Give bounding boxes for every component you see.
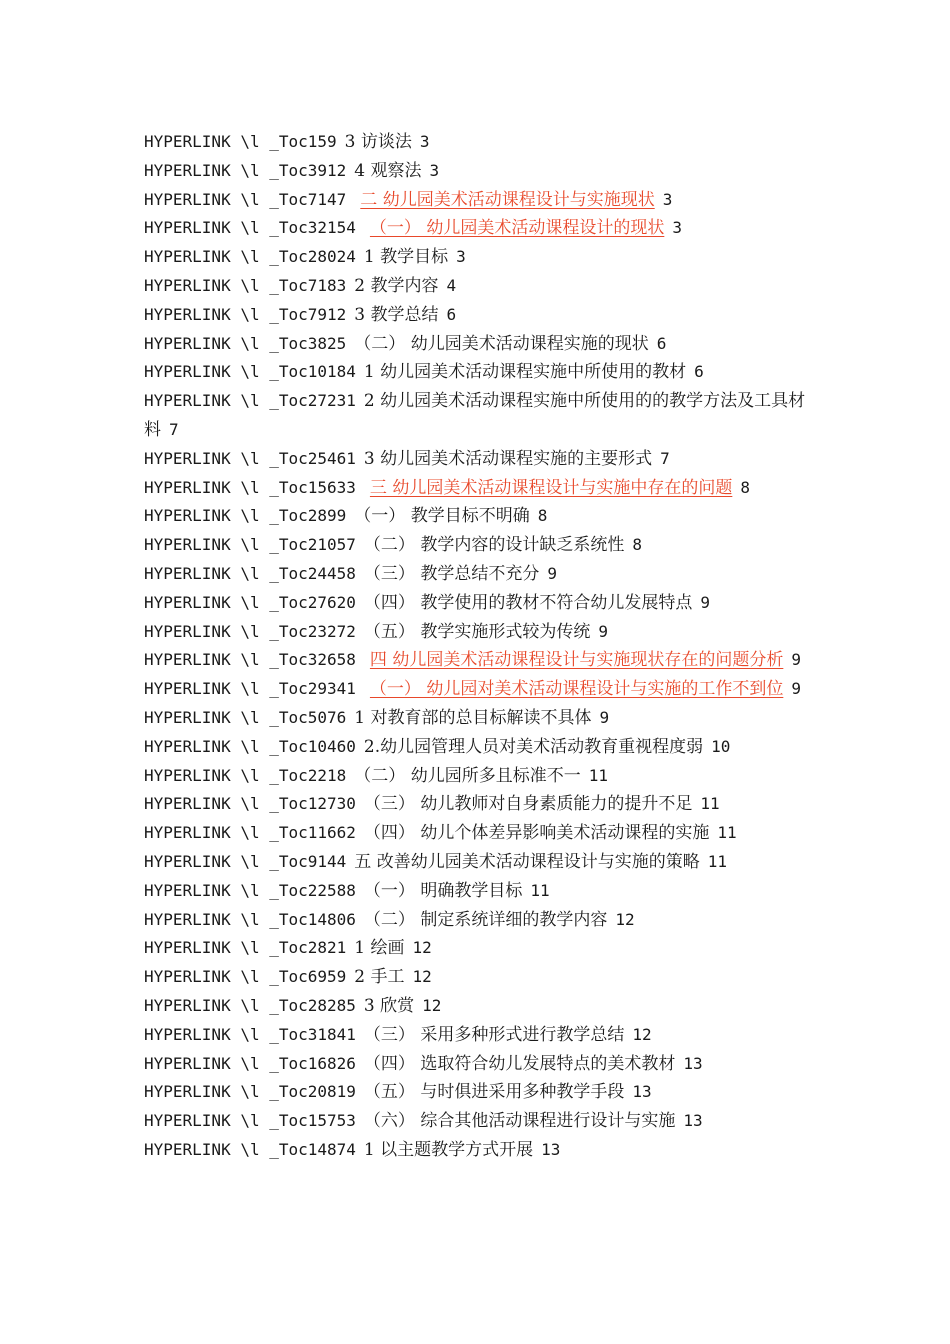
- toc-page-number: 6: [694, 362, 704, 382]
- toc-entry: [144, 560, 810, 589]
- toc-page-number: 4: [446, 275, 457, 295]
- toc-field-code: HYPERLINK \l _Toc6959: [144, 967, 347, 987]
- toc-field-code: HYPERLINK \l _Toc15753: [144, 1111, 356, 1131]
- toc-field-code: HYPERLINK \l _Toc23272: [144, 621, 356, 641]
- toc-page-number: 13: [683, 1111, 703, 1131]
- toc-entry: [144, 906, 810, 935]
- toc-entry: [144, 934, 810, 963]
- toc-field-code: HYPERLINK \l _Toc32154: [144, 218, 356, 238]
- toc-entry: [144, 1078, 810, 1107]
- toc-entry-title: 3 访谈法: [344, 132, 412, 152]
- toc-entry-title: 1 对教育部的总目标解读不具体: [354, 707, 592, 728]
- toc-field-code: HYPERLINK \l _Toc11662: [144, 823, 356, 843]
- toc-page-number: 11: [717, 823, 737, 843]
- toc-entry-title: （二） 幼儿园美术活动课程实施的现状: [354, 333, 649, 354]
- toc-entry-title: （五） 教学实施形式较为传统: [363, 621, 591, 642]
- toc-entry: [144, 243, 810, 272]
- toc-entry-title: （三） 采用多种形式进行教学总结: [363, 1024, 625, 1045]
- toc-page-number: 7: [169, 419, 179, 439]
- toc-page-number: 9: [547, 563, 557, 583]
- toc-entry: [144, 1021, 810, 1050]
- toc-page-number: 10: [711, 736, 731, 756]
- toc-entry: [144, 790, 810, 819]
- toc-entry-title: （一） 明确教学目标: [363, 880, 523, 901]
- toc-field-code: HYPERLINK \l _Toc29341: [144, 679, 356, 699]
- toc-field-code: HYPERLINK \l _Toc28285: [144, 995, 356, 1015]
- toc-entry: [144, 301, 810, 330]
- toc-entry-title: 2 幼儿园美术活动课程实施中所使用的的教学方法及工具材料: [144, 391, 806, 440]
- toc-entry-title: （三） 教学总结不充分: [363, 563, 540, 584]
- toc-entry: [144, 848, 810, 877]
- toc-entry: [144, 589, 810, 618]
- toc-page-number: 11: [588, 765, 608, 785]
- toc-page-number: 3: [429, 160, 440, 180]
- toc-page-number: 12: [615, 909, 635, 929]
- toc-entry-title: 4 观察法: [354, 160, 422, 181]
- toc-field-code: HYPERLINK \l _Toc14874: [144, 1139, 356, 1159]
- toc-entry-title: 1 绘画: [354, 938, 405, 959]
- toc-field-code: HYPERLINK \l _Toc24458: [144, 563, 356, 583]
- table-of-contents: [144, 128, 810, 1165]
- toc-page-number: 12: [412, 938, 432, 958]
- toc-entry-link[interactable]: （一） 幼儿园对美术活动课程设计与实施的工作不到位: [369, 679, 784, 700]
- toc-entry-title: （四） 幼儿个体差异影响美术活动课程的实施: [363, 823, 710, 844]
- toc-page-number: 11: [530, 880, 550, 900]
- toc-field-code: HYPERLINK \l _Toc7147: [144, 189, 347, 209]
- toc-field-code: HYPERLINK \l _Toc12730: [144, 794, 356, 814]
- toc-entry-title: （一） 教学目标不明确: [354, 506, 530, 527]
- toc-page-number: 9: [700, 592, 710, 612]
- toc-entry[interactable]: [144, 214, 810, 243]
- toc-field-code: HYPERLINK \l _Toc28024: [144, 247, 356, 267]
- toc-page-number: 11: [707, 851, 727, 871]
- toc-field-code: HYPERLINK \l _Toc27231: [144, 391, 356, 411]
- toc-page-number: 13: [541, 1139, 561, 1159]
- toc-page-number: 13: [683, 1053, 703, 1073]
- toc-entry: [144, 618, 810, 647]
- toc-page-number: 9: [791, 650, 801, 670]
- toc-page-number: 9: [599, 707, 610, 727]
- toc-field-code: HYPERLINK \l _Toc2899: [144, 506, 347, 526]
- toc-page-number: 11: [700, 794, 720, 814]
- toc-field-code: HYPERLINK \l _Toc2821: [144, 938, 347, 958]
- toc-field-code: HYPERLINK \l _Toc159: [144, 132, 337, 151]
- toc-page-number: 9: [598, 621, 608, 641]
- toc-field-code: HYPERLINK \l _Toc7912: [144, 304, 347, 324]
- toc-field-code: HYPERLINK \l _Toc32658: [144, 650, 356, 670]
- toc-entry-title: 2 教学内容: [354, 275, 439, 296]
- toc-field-code: HYPERLINK \l _Toc9144: [144, 851, 347, 871]
- toc-entry-title: 五 改善幼儿园美术活动课程设计与实施的策略: [354, 851, 700, 872]
- toc-entry-link[interactable]: 三 幼儿园美术活动课程设计与实施中存在的问题: [369, 477, 733, 498]
- toc-entry: [144, 157, 810, 186]
- toc-page-number: 3: [456, 247, 466, 267]
- toc-page-number: 3: [672, 218, 682, 238]
- toc-entry: [144, 272, 810, 301]
- toc-page-number: 12: [412, 967, 432, 987]
- toc-entry-title: （五） 与时俱进采用多种教学手段: [363, 1082, 625, 1103]
- toc-page-number: 12: [632, 1024, 652, 1044]
- toc-entry-link[interactable]: 二 幼儿园美术活动课程设计与实施现状: [360, 189, 655, 210]
- toc-entry: [144, 819, 810, 848]
- toc-page-number: 6: [656, 333, 667, 353]
- toc-page-number: 6: [446, 304, 457, 324]
- toc-field-code: HYPERLINK \l _Toc25461: [144, 448, 356, 468]
- toc-entry: [144, 963, 810, 992]
- toc-page-number: 8: [632, 535, 642, 555]
- toc-entry[interactable]: [144, 675, 810, 704]
- toc-field-code: HYPERLINK \l _Toc31841: [144, 1024, 356, 1044]
- toc-page-number: 7: [660, 448, 670, 468]
- toc-entry-title: 2 手工: [354, 967, 405, 988]
- toc-field-code: HYPERLINK \l _Toc10460: [144, 736, 356, 756]
- toc-entry: [144, 992, 810, 1021]
- toc-entry-title: 3 欣赏: [363, 995, 415, 1016]
- toc-page-number: 3: [419, 132, 430, 151]
- toc-entry-link[interactable]: 四 幼儿园美术活动课程设计与实施现状存在的问题分析: [369, 650, 784, 671]
- toc-page-number: 13: [632, 1082, 652, 1102]
- toc-page: [144, 128, 810, 1165]
- toc-field-code: HYPERLINK \l _Toc3912: [144, 160, 347, 180]
- toc-entry-title: （二） 幼儿园所多且标准不一: [354, 765, 581, 786]
- toc-entry: [144, 733, 810, 762]
- toc-entry-title: 1 幼儿园美术活动课程实施中所使用的教材: [363, 362, 687, 383]
- toc-field-code: HYPERLINK \l _Toc15633: [144, 477, 356, 497]
- toc-entry-title: （四） 教学使用的教材不符合幼儿发展特点: [363, 592, 693, 613]
- toc-entry-link[interactable]: （一） 幼儿园美术活动课程设计的现状: [369, 218, 665, 239]
- toc-field-code: HYPERLINK \l _Toc14806: [144, 909, 356, 929]
- toc-field-code: HYPERLINK \l _Toc20819: [144, 1082, 356, 1102]
- toc-entry-title: （六） 综合其他活动课程进行设计与实施: [363, 1111, 676, 1132]
- toc-entry-title: 1 教学目标: [363, 247, 449, 268]
- toc-field-code: HYPERLINK \l _Toc5076: [144, 707, 347, 727]
- toc-entry[interactable]: [144, 646, 810, 675]
- toc-entry: [144, 762, 810, 791]
- toc-entry: [144, 330, 810, 359]
- toc-field-code: HYPERLINK \l _Toc21057: [144, 535, 356, 555]
- toc-entry-title: 3 幼儿园美术活动课程实施的主要形式: [363, 448, 653, 469]
- toc-field-code: HYPERLINK \l _Toc2218: [144, 765, 347, 785]
- toc-entry[interactable]: [144, 474, 810, 503]
- toc-entry-title: （二） 教学内容的设计缺乏系统性: [363, 535, 625, 556]
- toc-entry: [144, 1107, 810, 1136]
- toc-entry: [144, 1136, 810, 1165]
- toc-entry: [144, 387, 810, 445]
- toc-entry: [144, 1050, 810, 1079]
- toc-field-code: HYPERLINK \l _Toc7183: [144, 275, 347, 295]
- toc-field-code: HYPERLINK \l _Toc3825: [144, 333, 347, 353]
- toc-entry-title: （二） 制定系统详细的教学内容: [363, 909, 608, 930]
- toc-page-number: 8: [537, 506, 548, 526]
- toc-field-code: HYPERLINK \l _Toc27620: [144, 592, 356, 612]
- toc-page-number: 12: [422, 995, 442, 1015]
- toc-entry: [144, 502, 810, 531]
- toc-field-code: HYPERLINK \l _Toc22588: [144, 880, 356, 900]
- toc-field-code: HYPERLINK \l _Toc16826: [144, 1053, 356, 1073]
- toc-page-number: 8: [740, 477, 750, 497]
- toc-entry-title: 2.幼儿园管理人员对美术活动教育重视程度弱: [363, 736, 704, 757]
- toc-entry: [144, 531, 810, 560]
- toc-entry-title: （三） 幼儿教师对自身素质能力的提升不足: [363, 794, 693, 815]
- toc-entry: [144, 877, 810, 906]
- toc-page-number: 9: [791, 679, 801, 699]
- toc-field-code: HYPERLINK \l _Toc10184: [144, 362, 356, 382]
- toc-entry: [144, 358, 810, 387]
- toc-page-number: 3: [662, 189, 673, 209]
- toc-entry-title: 3 教学总结: [354, 304, 439, 325]
- toc-entry: [144, 128, 810, 157]
- toc-entry-title: 1 以主题教学方式开展: [363, 1139, 534, 1160]
- toc-entry[interactable]: [144, 186, 810, 215]
- toc-entry-title: （四） 选取符合幼儿发展特点的美术教材: [363, 1053, 676, 1074]
- toc-entry: [144, 704, 810, 733]
- toc-entry: [144, 445, 810, 474]
